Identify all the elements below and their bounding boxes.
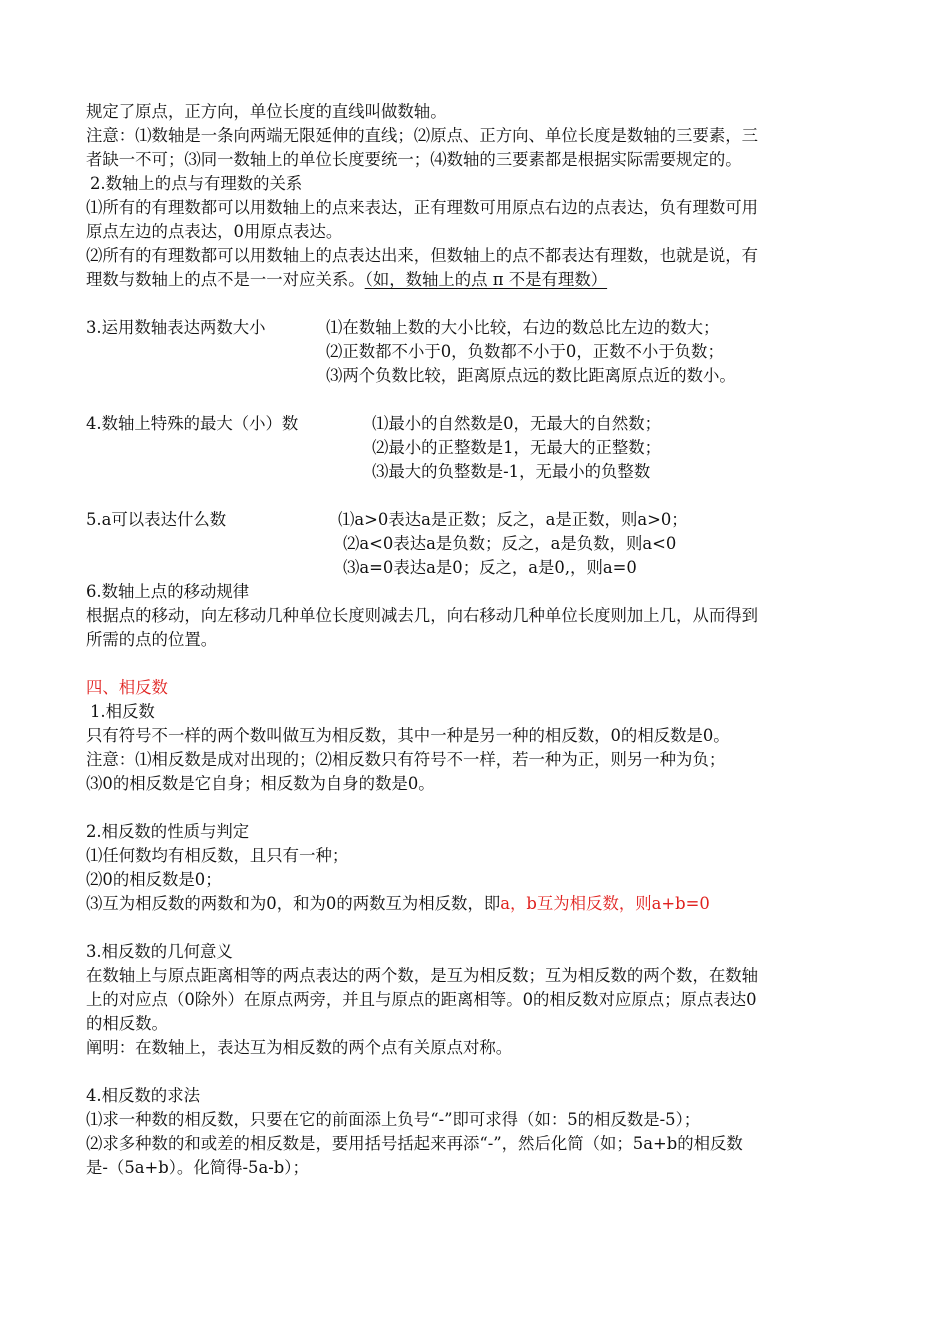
- ch4-t3: 3.相反数的几何意义: [86, 942, 233, 961]
- section6-p1: 根据点的移动，向左移动几种单位长度则减去几，向右移动几种单位长度则加上几，从而得到: [86, 606, 759, 625]
- ch4-r3: 是-（5a+b）。化简得-5a-b）；: [86, 1158, 309, 1177]
- ch4-q3-highlight: a，b互为相反数，则a+b=0: [500, 894, 710, 913]
- chapter4-heading: 四、相反数: [86, 678, 168, 697]
- section2-title: 2.数轴上的点与有理数的关系: [90, 174, 303, 193]
- section2-p1-line2: 原点左边的点表达，0用原点表达。: [86, 222, 343, 241]
- section4-row1: [86, 412, 876, 436]
- ch4-q1: ⑴任何数均有相反数，且只有一种；: [86, 846, 349, 865]
- section3-item2: ⑵正数都不小于0，负数都不小于0，正数不小于负数；: [326, 342, 724, 361]
- section4-title: 4.数轴上特殊的最大（小）数: [86, 414, 299, 433]
- section3-row2: [86, 340, 876, 364]
- ch4-note2: ⑶0的相反数是它自身；相反数为自身的数是0。: [86, 774, 435, 793]
- ch4-q2: ⑵0的相反数是0；: [86, 870, 222, 889]
- section5-title: 5.a可以表达什么数: [86, 510, 227, 529]
- axis-definition: 规定了原点，正方向，单位长度的直线叫做数轴。: [86, 102, 447, 121]
- section6-p2: 所需的点的位置。: [86, 630, 218, 649]
- section3-row3: [86, 364, 876, 388]
- section3-row1: [86, 316, 876, 340]
- section2-p2-text: 理数与数轴上的点不是一一对应关系。: [86, 270, 365, 289]
- section5-item2: ⑵a<0表达a是负数；反之，a是负数，则a<0: [343, 534, 677, 553]
- ch4-g2: 上的对应点（0除外）在原点两旁，并且与原点的距离相等。0的相反数对应原点；原点表达0: [86, 990, 757, 1009]
- section2-p2-line2: [86, 268, 876, 292]
- ch4-r2: ⑵求多种数的和或差的相反数是，要用括号括起来再添“-”，然后化简（如；5a+b的相反数: [86, 1134, 743, 1153]
- ch4-t4: 4.相反数的求法: [86, 1086, 200, 1105]
- section3-item1: ⑴在数轴上数的大小比较，右边的数总比左边的数大；: [326, 318, 720, 337]
- document-page: [86, 100, 876, 1180]
- ch4-g3: 的相反数。: [86, 1014, 168, 1033]
- section4-item2: ⑵最小的正整数是1，无最大的正整数；: [372, 438, 662, 457]
- axis-note-line1: 注意：⑴数轴是一条向两端无限延伸的直线；⑵原点、正方向、单位长度是数轴的三要素，三: [86, 126, 759, 145]
- section5-item3: ⑶a=0表达a是0；反之，a是0,，则a=0: [343, 558, 637, 577]
- ch4-r1: ⑴求一种数的相反数，只要在它的前面添上负号“-”即可求得（如：5的相反数是-5）；: [86, 1110, 701, 1129]
- section6-title: 6.数轴上点的移动规律: [86, 582, 250, 601]
- section5-row3: [86, 556, 876, 580]
- axis-note-line2: 者缺一不可；⑶同一数轴上的单位长度要统一；⑷数轴的三要素都是根据实际需要规定的。: [86, 150, 742, 169]
- section4-item3: ⑶最大的负整数是-1，无最小的负整数: [372, 462, 651, 481]
- ch4-d1: 只有符号不一样的两个数叫做互为相反数，其中一种是另一种的相反数，0的相反数是0。: [86, 726, 730, 745]
- section4-row2: [86, 436, 876, 460]
- section4-row3: [86, 460, 876, 484]
- ch4-t1: 1.相反数: [90, 702, 155, 721]
- ch4-t2: 2.相反数的性质与判定: [86, 822, 250, 841]
- section3-title: 3.运用数轴表达两数大小: [86, 318, 266, 337]
- ch4-note1: 注意：⑴相反数是成对出现的；⑵相反数只有符号不一样，若一种为正，则另一种为负；: [86, 750, 726, 769]
- section5-item1: ⑴a>0表达a是正数；反之，a是正数，则a>0；: [338, 510, 688, 529]
- section5-row1: [86, 508, 876, 532]
- section2-p1-line1: ⑴所有的有理数都可以用数轴上的点来表达，正有理数可用原点右边的点表达，负有理数可用: [86, 198, 759, 217]
- section2-p2-line1: ⑵所有的有理数都可以用数轴上的点表达出来，但数轴上的点不都表达有理数，也就是说，有: [86, 246, 759, 265]
- section5-row2: [86, 532, 876, 556]
- ch4-g4: 阐明：在数轴上，表达互为相反数的两个点有关原点对称。: [86, 1038, 513, 1057]
- section3-item3: ⑶两个负数比较，距离原点远的数比距离原点近的数小。: [326, 366, 736, 385]
- section4-item1: ⑴最小的自然数是0，无最大的自然数；: [372, 414, 662, 433]
- ch4-q3: [86, 892, 876, 916]
- ch4-q3-text: ⑶互为相反数的两数和为0，和为0的两数互为相反数，即: [86, 894, 501, 913]
- section2-p2-underlined-note: （如，数轴上的点 π 不是有理数）: [364, 270, 608, 289]
- ch4-g1: 在数轴上与原点距离相等的两点表达的两个数，是互为相反数；互为相反数的两个数，在数轴: [86, 966, 759, 985]
